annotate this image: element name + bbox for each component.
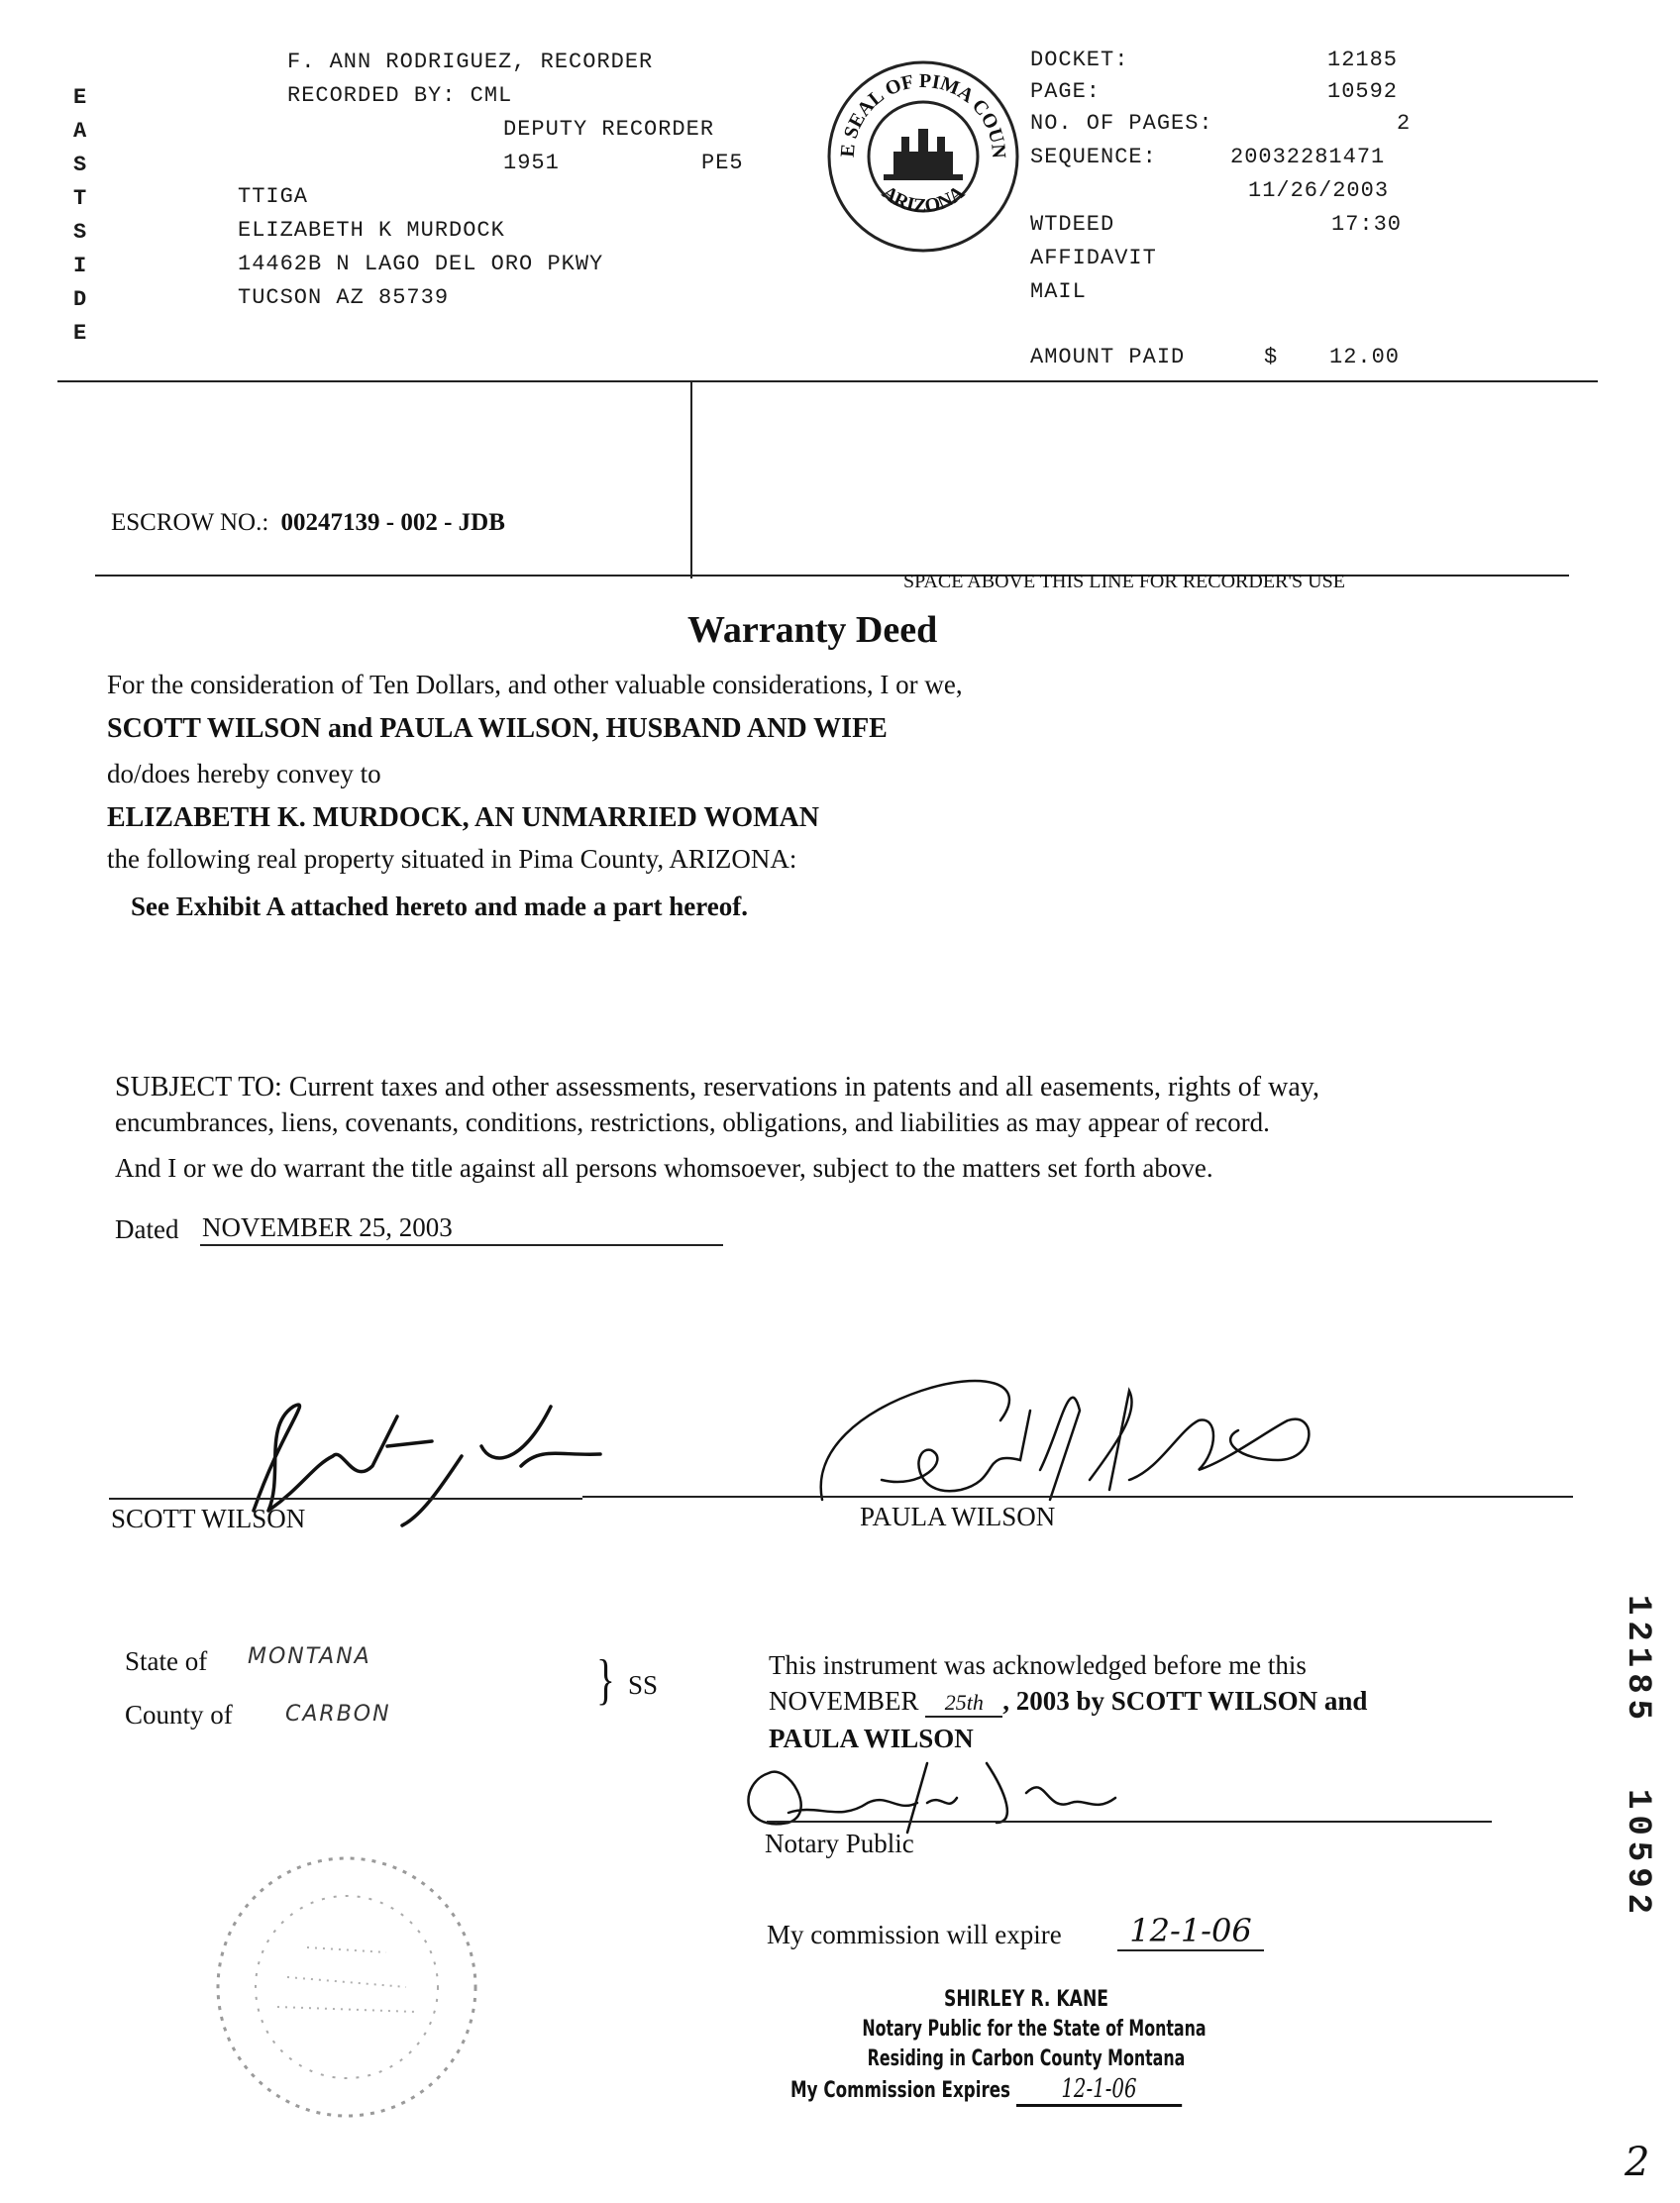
county-label: County of (125, 1700, 233, 1730)
convey-text: do/does hereby convey to (107, 759, 381, 788)
margin-stamp-top: 12185 (1619, 1595, 1656, 1727)
grantor1-name: SCOTT WILSON (111, 1504, 306, 1533)
exhibit-reference: See Exhibit A attached hereto and made a part hereof. (131, 892, 748, 921)
side-letter: T (73, 186, 88, 211)
delivery-method: MAIL (1030, 279, 1087, 304)
return-city: TUCSON AZ 85739 (238, 285, 450, 310)
page-value: 10592 (1327, 79, 1399, 104)
venue-brace: } (596, 1649, 615, 1711)
subject-to-line-1: SUBJECT TO: Current taxes and other assessments, reservations in patents and all easements, rights of way, (115, 1072, 1319, 1102)
return-street: 14462B N LAGO DEL ORO PKWY (238, 252, 604, 276)
property-text: the following real property situated in Pima County, ARIZONA: (107, 844, 797, 874)
seal-text-bottom: ARIZONA (878, 181, 969, 218)
pages-label: NO. OF PAGES: (1030, 111, 1213, 136)
notary-stamp (790, 1985, 1254, 2107)
svg-text:THE SEAL OF PIMA COUNTY (816, 41, 1009, 159)
stamp-name: SHIRLEY R. KANE (943, 1987, 1109, 2012)
county-seal (816, 41, 1022, 256)
dated-rule (200, 1244, 723, 1246)
grantor1-signature-line (109, 1498, 582, 1500)
subject-to-line-2: encumbrances, liens, covenants, conditions, restrictions, obligations, and liabilities as may appear of record. (115, 1107, 1270, 1137)
record-date: 11/26/2003 (1248, 178, 1390, 203)
return-name: ELIZABETH K MURDOCK (238, 218, 505, 243)
stamp-expires-value: 12-1-06 (1016, 2074, 1182, 2107)
notary-seal (188, 1838, 505, 2136)
page-title: Warranty Deed (687, 609, 938, 651)
ack-name-2: PAULA WILSON (769, 1724, 974, 1753)
grantors: SCOTT WILSON and PAULA WILSON, HUSBAND AND WIFE (107, 713, 888, 744)
commission-label: My commission will expire (767, 1920, 1062, 1949)
stamp-line-2: Notary Public for the State of Montana (862, 2017, 1207, 2042)
header-vertical-rule (690, 382, 692, 578)
header-rule (57, 380, 1598, 382)
page-mark: 2 (1625, 2140, 1650, 2185)
recorder-use-rule (95, 575, 1569, 577)
margin-stamp-bottom: 10592 (1619, 1789, 1656, 1921)
page-label: PAGE: (1030, 79, 1102, 104)
doc-type: WTDEED (1030, 212, 1115, 237)
side-letter: E (73, 85, 88, 110)
recorder-name: F. ANN RODRIGUEZ, RECORDER (287, 50, 654, 74)
amount-currency: $ (1264, 345, 1279, 369)
record-time: 17:30 (1331, 212, 1403, 237)
sequence-label: SEQUENCE: (1030, 145, 1157, 169)
stamp-line-4 (790, 2074, 1143, 2107)
pages-value: 2 (1397, 111, 1412, 136)
recorder-use-note: SPACE ABOVE THIS LINE FOR RECORDER'S USE (903, 571, 1345, 592)
notary-signature-line (767, 1821, 1492, 1823)
side-letter: A (73, 119, 88, 144)
amount-value: 12.00 (1329, 345, 1401, 369)
deputy-recorder: DEPUTY RECORDER (503, 117, 715, 142)
side-letter: D (73, 287, 88, 312)
sequence-value: 20032281471 (1230, 145, 1386, 169)
ack-day: 25th (925, 1690, 1002, 1718)
dated-value: NOVEMBER 25, 2003 (202, 1212, 453, 1242)
deputy-suffix: PE5 (701, 151, 744, 175)
ack-month: NOVEMBER (769, 1686, 919, 1716)
grantee: ELIZABETH K. MURDOCK, AN UNMARRIED WOMAN (107, 802, 819, 833)
docket-label: DOCKET: (1030, 48, 1129, 72)
ss-label: SS (628, 1670, 659, 1700)
doc-type-2: AFFIDAVIT (1030, 246, 1157, 270)
grantor2-name: PAULA WILSON (860, 1502, 1056, 1531)
stamp-line-3: Residing in Carbon County Montana (867, 2046, 1186, 2071)
escrow-number (111, 509, 505, 537)
ack-year-by: , 2003 by SCOTT WILSON and (1002, 1686, 1368, 1716)
side-letter: I (73, 254, 88, 278)
escrow-label: ESCROW NO.: (111, 509, 269, 536)
escrow-value: 00247139 - 002 - JDB (280, 509, 505, 536)
ack-line-1: This instrument was acknowledged before me this (769, 1650, 1307, 1680)
side-letter: S (73, 153, 88, 177)
docket-value: 12185 (1327, 48, 1399, 72)
svg-text:ARIZONA (878, 181, 969, 217)
warranty-text: And I or we do warrant the title against all persons whomsoever, subject to the matters set forth above. (115, 1153, 1213, 1183)
consideration-text: For the consideration of Ten Dollars, and other valuable considerations, I or we, (107, 670, 963, 699)
side-letter: E (73, 321, 88, 346)
state-value: MONTANA (248, 1644, 371, 1669)
notary-public-label: Notary Public (765, 1829, 914, 1858)
side-letters (73, 81, 93, 351)
return-code: TTIGA (238, 184, 309, 209)
state-label: State of (125, 1646, 208, 1676)
dated-label: Dated (115, 1214, 179, 1244)
grantor2-signature-line (582, 1496, 1573, 1498)
ack-line-2 (769, 1686, 1367, 1718)
commission-value: 12-1-06 (1117, 1912, 1264, 1951)
seal-text-top: THE SEAL OF PIMA COUNTY (816, 41, 1010, 159)
county-value: CARBON (285, 1702, 391, 1727)
stamp-expires-label: My Commission Expires (790, 2078, 1010, 2103)
margin-stamp (1585, 1595, 1674, 1961)
amount-label: AMOUNT PAID (1030, 345, 1186, 369)
deputy-code: 1951 (503, 151, 560, 175)
side-letter: S (73, 220, 88, 245)
recorded-by: RECORDED BY: CML (287, 83, 513, 108)
